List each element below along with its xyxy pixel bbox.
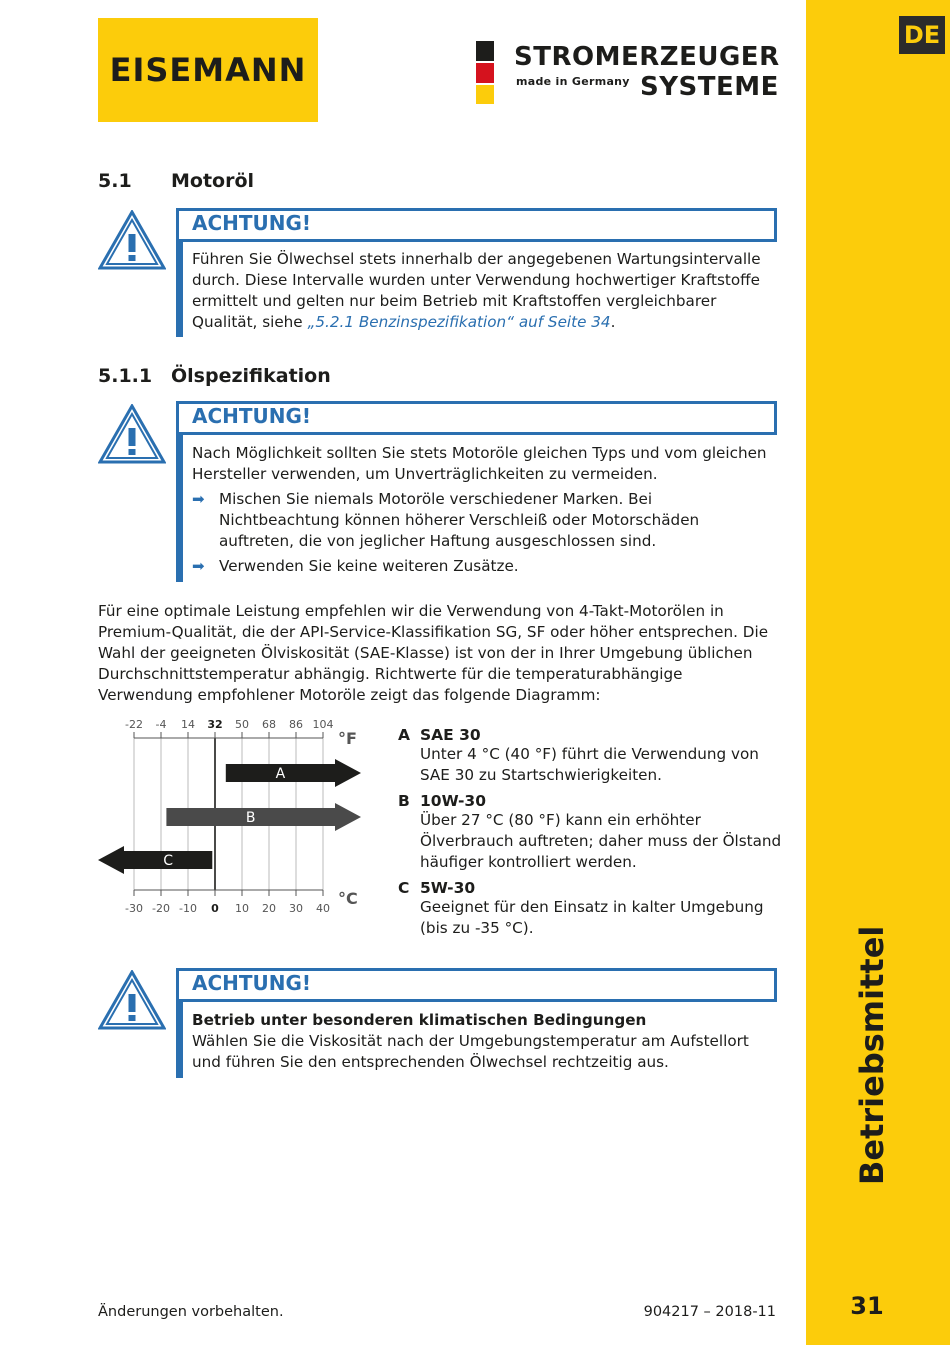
warning-text: [192, 1010, 772, 1073]
intro-paragraph: Für eine optimale Leistung empfehlen wir die Verwendung von 4-Takt-Motorölen in Premium-Qualität, die der API-Service-Klassifikation SG, SF oder höher entsprechen. Die Wahl der geeigneten Ölviskosität (SAE-Klasse) ist von der in Ihrer Umgebung üblichen Durchschnittstemperatur abhängig. Richtwerte für die temperaturabhängige Verwendung empfohlener Motoröle zeigt das folgende Diagramm:: [98, 602, 769, 704]
fahrenheit-tick-label: 86: [289, 718, 303, 731]
side-section-title: [852, 1065, 892, 1185]
section-title: Motoröl: [171, 170, 255, 192]
warning-text: [192, 443, 772, 577]
warning-triangle-icon: [98, 970, 166, 1030]
list-item: ➡ Verwenden Sie keine weiteren Zusätze.: [192, 557, 519, 575]
legend-entry: B 10W-30 Über 27 °C (80 °F) kann ein erhöhter Ölverbrauch auftreten; daher muss der Ölstand häufiger kontrolliert werden.: [398, 792, 782, 871]
celsius-tick-label: 40: [316, 902, 330, 915]
language-badge: DE: [899, 16, 945, 54]
oil-range-bar-b: [166, 803, 361, 831]
celsius-unit: °C: [338, 889, 358, 908]
list-item: ➡ Mischen Sie niemals Motoröle verschiedener Marken. Bei Nichtbeachtung können höherer Verschleiß oder Motorschäden auftreten, die von jeglicher Haftung ausgeschlossen sind.: [192, 490, 700, 550]
warning-triangle-icon: [98, 210, 166, 270]
brand-line-2: SYSTEME: [640, 72, 779, 102]
brand-line-1: STROMERZEUGER: [514, 42, 780, 72]
arrow-right-icon: ➡: [192, 557, 205, 575]
celsius-tick-label: 10: [235, 902, 249, 915]
fahrenheit-tick-label: 50: [235, 718, 249, 731]
fahrenheit-tick-label: 14: [181, 718, 195, 731]
fahrenheit-tick-label: -22: [125, 718, 143, 731]
fahrenheit-tick-label: 68: [262, 718, 276, 731]
celsius-tick-label: -10: [179, 902, 197, 915]
celsius-tick-label: 20: [262, 902, 276, 915]
warning-heading: Betrieb unter besonderen klimatischen Bedingungen: [192, 1011, 647, 1029]
subsection-number: 5.1.1: [98, 365, 153, 387]
bar-label-a: A: [275, 766, 286, 782]
fahrenheit-tick-label: 32: [207, 718, 223, 731]
fahrenheit-tick-label: -4: [155, 718, 167, 731]
arrow-right-icon: ➡: [192, 490, 205, 508]
brand-made-in: made in Germany: [516, 75, 630, 88]
bar-label-b: B: [245, 810, 256, 826]
warning-label: ACHTUNG!: [192, 404, 312, 428]
oil-temperature-chart: [95, 718, 375, 918]
chart-legend: [398, 726, 783, 939]
warning-paragraph: Wählen Sie die Viskosität nach der Umgebungstemperatur am Aufstellort und führen Sie den entsprechenden Ölwechsel rechtzeitig aus.: [192, 1032, 749, 1071]
warning-label: ACHTUNG!: [192, 971, 312, 995]
oil-range-bar-a: [226, 759, 361, 787]
company-logo: EISEMANN: [109, 51, 307, 89]
subsection-title: Ölspezifikation: [171, 365, 331, 387]
flag-stripe-gold: [476, 85, 494, 104]
celsius-tick-label: -30: [125, 902, 143, 915]
footer-doc-number: 904217 – 2018-11: [643, 1304, 776, 1320]
warning-triangle-icon: [98, 404, 166, 464]
warning-label: ACHTUNG!: [192, 211, 312, 235]
warning-paragraph: Nach Möglichkeit sollten Sie stets Motoröle gleichen Typs und vom gleichen Hersteller verwenden, um Unverträglichkeiten zu vermeiden.: [192, 444, 767, 483]
section-number: 5.1: [98, 170, 132, 192]
flag-stripe-red: [476, 63, 494, 83]
fahrenheit-unit: °F: [338, 729, 357, 748]
celsius-tick-label: 0: [211, 902, 219, 915]
fahrenheit-tick-label: 104: [312, 718, 334, 731]
celsius-tick-label: -20: [152, 902, 170, 915]
footer-disclaimer: Änderungen vorbehalten.: [98, 1304, 284, 1320]
warning-text: Führen Sie Ölwechsel stets innerhalb der angegebenen Wartungsintervalle durch. Diese Intervalle wurden unter Verwendung hochwertiger Kraftstoffe ermittelt und gelten nur beim Betrieb mit Kraftstoffen vergleichbarer Qualität, siehe „5.2.1 Benzinspezifikation“ auf Seite 34.: [192, 250, 761, 331]
legend-entry: A SAE 30 Unter 4 °C (40 °F) führt die Verwendung von SAE 30 zu Startschwierigkeiten.: [398, 726, 759, 784]
oil-range-bar-c: [98, 846, 212, 874]
flag-stripe-black: [476, 41, 494, 61]
page-number: 31: [850, 1292, 884, 1320]
legend-entry: C 5W-30 Geeignet für den Einsatz in kalter Umgebung (bis zu -35 °C).: [398, 879, 764, 937]
celsius-tick-label: 30: [289, 902, 303, 915]
bar-label-c: C: [163, 853, 174, 869]
cross-reference-link[interactable]: „5.2.1 Benzinspezifikation“ auf Seite 34: [307, 313, 611, 331]
